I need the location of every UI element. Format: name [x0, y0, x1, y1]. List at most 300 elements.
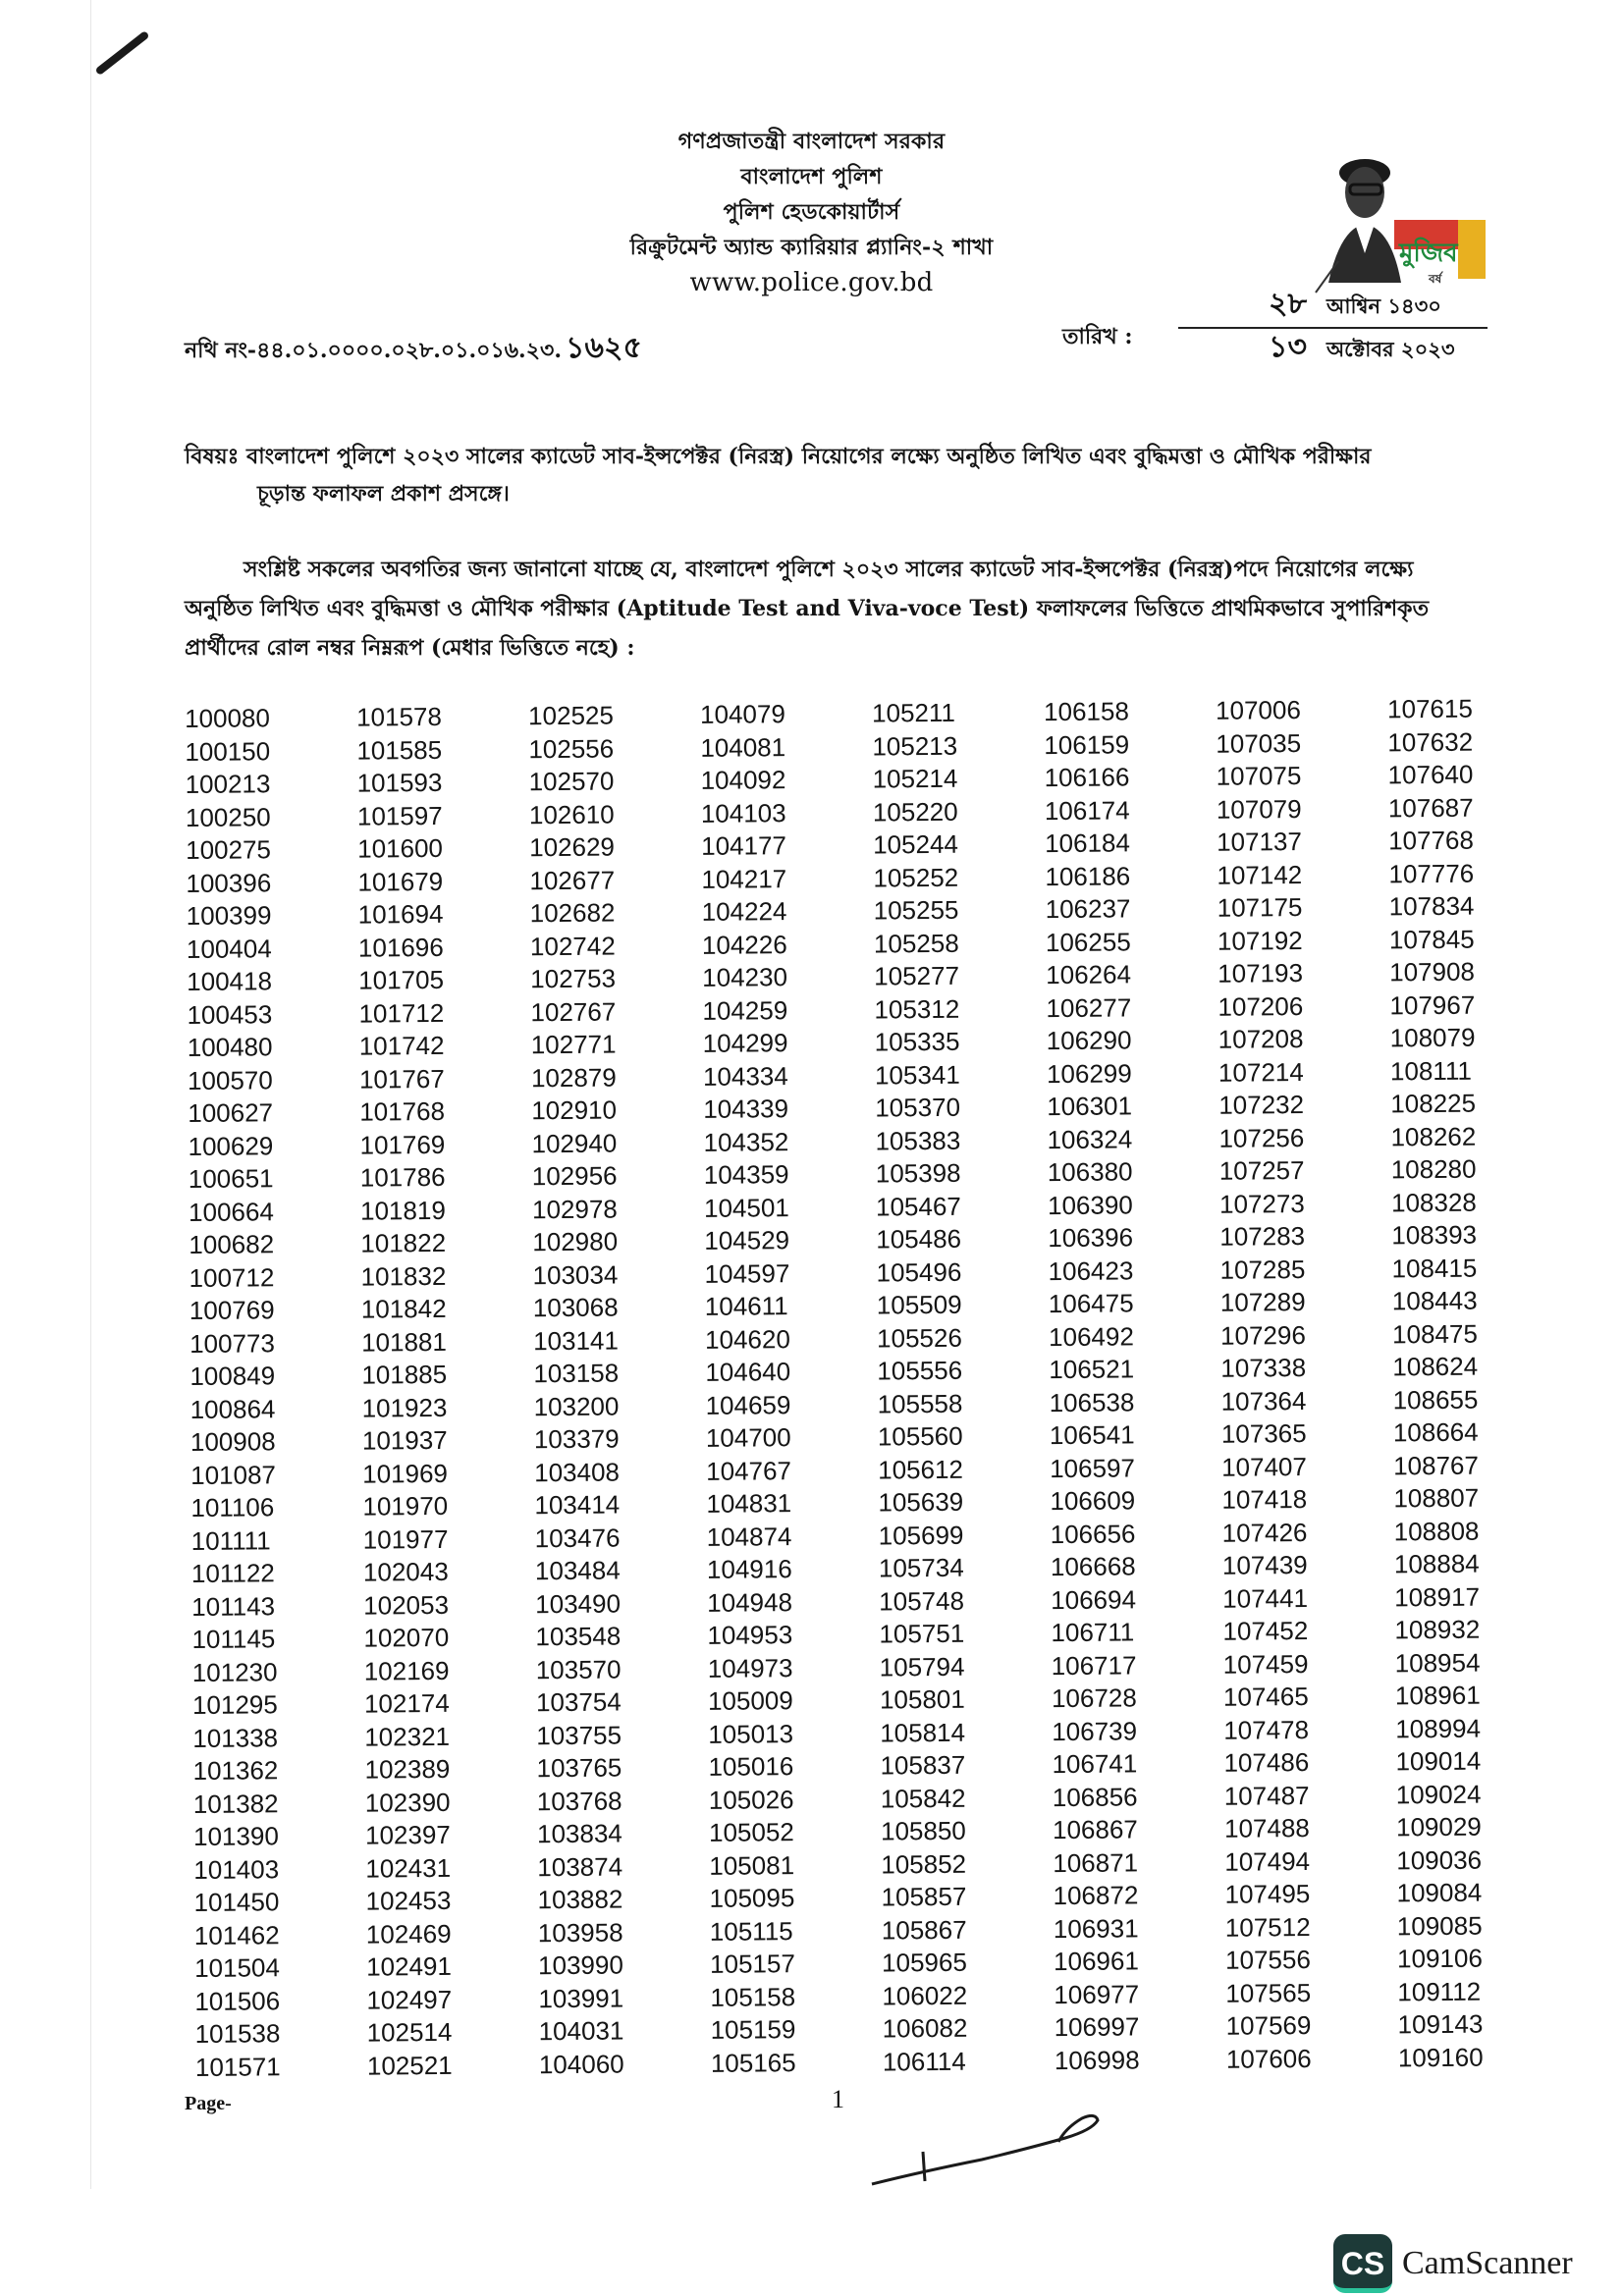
roll-number: 106277	[1046, 991, 1132, 1023]
roll-number: 102677	[529, 865, 616, 895]
date-divider	[1178, 327, 1488, 329]
roll-number: 103484	[534, 1555, 621, 1586]
roll-number: 105335	[874, 1026, 960, 1057]
roll-number: 105560	[877, 1420, 963, 1452]
roll-number: 103068	[532, 1292, 619, 1323]
subject-line-1: বিষয়ঃ বাংলাদেশ পুলিশে ২০২৩ সালের ক্যাডেট সাব-ইন্সপেক্টর (নিরস্ত্র) নিয়োগের লক্ষ্যে অনুষ্ঠিত লিখিত এবং বুদ্ধিমত্তা ও মৌখিক পরীক্ষার	[185, 444, 1372, 469]
roll-number: 106977	[1054, 1978, 1140, 2009]
roll-number: 101462	[193, 1919, 280, 1950]
roll-number: 108932	[1394, 1614, 1481, 1645]
roll-number: 104831	[706, 1488, 792, 1519]
roll-number: 101679	[357, 866, 444, 897]
roll-number: 106872	[1053, 1880, 1139, 1911]
english-day: ১৩	[1269, 333, 1307, 366]
roll-number: 105277	[874, 960, 960, 991]
roll-number: 106290	[1046, 1025, 1132, 1056]
roll-number: 106174	[1044, 794, 1130, 826]
roll-number: 106166	[1044, 762, 1130, 793]
roll-number: 108443	[1391, 1285, 1478, 1316]
roll-number: 106390	[1047, 1189, 1133, 1220]
roll-number: 105258	[873, 928, 959, 958]
roll-number: 104092	[700, 765, 786, 795]
roll-number: 106871	[1053, 1846, 1139, 1878]
roll-number: 107257	[1218, 1155, 1305, 1186]
roll-number: 107488	[1223, 1813, 1310, 1843]
roll-number: 107214	[1217, 1056, 1304, 1088]
roll-number: 101832	[360, 1260, 447, 1292]
roll-number: 102956	[531, 1160, 618, 1192]
roll-number: 100773	[189, 1327, 276, 1359]
roll-number: 101450	[193, 1887, 280, 1917]
roll-number: 102497	[366, 1984, 453, 2015]
roll-number: 106998	[1054, 2044, 1140, 2075]
roll-number: 108475	[1391, 1318, 1478, 1349]
roll-number: 107512	[1224, 1911, 1311, 1943]
roll-number: 100849	[189, 1361, 276, 1391]
roll-number: 101769	[359, 1129, 446, 1160]
date-block	[1178, 290, 1488, 366]
roll-number: 101822	[360, 1227, 447, 1258]
roll-number: 100480	[187, 1032, 273, 1062]
mujib-year-logo	[1311, 145, 1488, 302]
roll-number: 104299	[702, 1028, 788, 1058]
roll-number: 100908	[189, 1426, 276, 1457]
roll-number: 107834	[1388, 890, 1475, 922]
roll-number: 103755	[536, 1720, 622, 1750]
roll-number: 105052	[708, 1817, 794, 1847]
roll-number: 102610	[528, 799, 615, 829]
scan-edge	[90, 0, 91, 2189]
roll-number: 106264	[1046, 959, 1132, 990]
roll-number: 104953	[707, 1620, 793, 1650]
roll-number: 103958	[537, 1917, 623, 1948]
roll-number: 105794	[879, 1651, 965, 1682]
roll-number: 100213	[185, 769, 271, 799]
roll-number: 107632	[1387, 726, 1474, 757]
roll-number: 100570	[187, 1064, 273, 1095]
roll-number: 102491	[366, 1950, 452, 1982]
roll-number: 102389	[364, 1753, 451, 1785]
roll-number: 102767	[530, 996, 617, 1027]
roll-number: 100250	[185, 801, 271, 832]
body-line-3: প্রার্থীদের রোল নম্বর নিম্নরূপ (মেধার ভিত্তিতে নহে) :	[185, 635, 635, 661]
roll-number: 101977	[362, 1523, 449, 1555]
roll-number: 107452	[1222, 1616, 1309, 1646]
roll-number: 106597	[1050, 1452, 1136, 1483]
roll-number: 106324	[1047, 1123, 1133, 1154]
roll-number: 103570	[535, 1654, 622, 1684]
roll-number: 101694	[357, 898, 444, 930]
roll-number: 106158	[1043, 696, 1129, 727]
roll-number: 106739	[1052, 1715, 1138, 1746]
roll-number: 103414	[534, 1489, 621, 1521]
roll-number: 104177	[701, 830, 787, 861]
roll-number: 105496	[876, 1256, 962, 1287]
roll-number: 101338	[192, 1722, 279, 1753]
roll-number: 106022	[882, 1980, 968, 2010]
roll-number: 106396	[1048, 1222, 1134, 1254]
roll-number: 101145	[191, 1624, 276, 1654]
roll-number: 107845	[1388, 924, 1475, 954]
roll-number: 104620	[704, 1323, 790, 1355]
roll-number: 106728	[1051, 1682, 1137, 1714]
roll-number: 105867	[881, 1914, 967, 1945]
signature	[864, 2091, 1119, 2203]
roll-number: 100664	[188, 1196, 274, 1227]
page-number: 1	[832, 2085, 844, 2113]
english-date	[1178, 333, 1488, 366]
roll-number: 105558	[877, 1388, 963, 1418]
roll-number: 109106	[1396, 1943, 1483, 1974]
roll-number: 104081	[700, 731, 786, 763]
roll-number: 107296	[1219, 1319, 1306, 1351]
bangla-month-year: আশ্বিন ১৪৩০	[1325, 294, 1441, 318]
roll-number: 104501	[703, 1192, 789, 1223]
roll-number: 106159	[1044, 728, 1130, 760]
roll-number: 105252	[873, 862, 959, 892]
date-label: তারিখ :	[1062, 324, 1133, 349]
roll-number: 105211	[871, 697, 956, 728]
roll-number: 104640	[705, 1357, 791, 1387]
roll-number: 104359	[703, 1159, 789, 1190]
roll-number: 103834	[536, 1818, 622, 1849]
roll-number: 107206	[1217, 990, 1304, 1022]
roll-column	[185, 702, 281, 2084]
roll-number: 105220	[872, 796, 958, 827]
roll-number: 101122	[190, 1558, 275, 1588]
roll-number: 106931	[1053, 1912, 1139, 1944]
roll-number: 102070	[363, 1622, 450, 1653]
roll-number: 107283	[1219, 1221, 1306, 1252]
camscanner-watermark	[1333, 2234, 1573, 2293]
roll-number: 105214	[872, 763, 958, 794]
roll-number: 103991	[538, 1983, 624, 2013]
roll-number: 104948	[707, 1586, 793, 1618]
roll-number: 105612	[878, 1454, 964, 1484]
roll-number: 100396	[186, 867, 272, 898]
roll-number: 104611	[704, 1291, 788, 1321]
roll-number: 107441	[1222, 1582, 1309, 1614]
roll-number: 107556	[1224, 1945, 1311, 1975]
branch-title: রিক্রুটমেন্ট অ্যান্ড ক্যারিয়ার প্ল্যানিং-২ শাখা	[629, 235, 994, 260]
roll-number: 104103	[700, 797, 786, 828]
roll-number: 101143	[191, 1590, 276, 1622]
roll-number: 108994	[1395, 1713, 1482, 1743]
roll-number: 107465	[1222, 1682, 1309, 1712]
roll-number: 100682	[189, 1229, 275, 1259]
roll-number: 107615	[1386, 693, 1473, 724]
roll-number: 105965	[881, 1947, 967, 1978]
roll-number: 102525	[527, 700, 614, 731]
roll-number: 104529	[704, 1225, 790, 1255]
roll-number: 107338	[1220, 1353, 1307, 1383]
roll-number: 103158	[533, 1358, 620, 1389]
roll-number: 100712	[189, 1261, 275, 1293]
memo-label: নথি নং-৪৪.০১.০০০০.০২৮.০১.০১৬.২৩.	[185, 338, 562, 363]
roll-column	[1044, 695, 1140, 2077]
roll-number: 100404	[186, 933, 272, 964]
roll-number: 105801	[879, 1683, 965, 1715]
roll-number: 104700	[705, 1422, 791, 1453]
camscanner-icon: CS	[1333, 2234, 1392, 2293]
roll-number: 108624	[1392, 1351, 1479, 1382]
roll-number: 102910	[531, 1095, 618, 1126]
roll-number: 101885	[361, 1359, 448, 1390]
roll-number: 106301	[1047, 1091, 1133, 1122]
roll-number: 103200	[533, 1391, 620, 1421]
roll-number: 101819	[359, 1195, 446, 1226]
roll-number: 104224	[701, 896, 787, 927]
roll-number: 106694	[1051, 1583, 1137, 1615]
roll-number: 107193	[1217, 958, 1304, 988]
roll-number: 104079	[699, 699, 785, 729]
roll-number: 108111	[1389, 1055, 1473, 1086]
bangla-day: ২৮	[1269, 290, 1307, 323]
body-line-2: অনুষ্ঠিত লিখিত এবং বুদ্ধিমত্তা ও মৌখিক পরীক্ষার (Aptitude Test and Viva-voce Test) ফলাফলের ভিত্তিতে প্রাথমিকভাবে সুপারিশকৃত	[185, 596, 1430, 621]
roll-number: 100399	[186, 900, 272, 931]
roll-number: 101970	[362, 1490, 449, 1522]
roll-number: 107273	[1218, 1188, 1305, 1219]
roll-number: 108393	[1391, 1219, 1478, 1251]
roll-number: 106114	[882, 2046, 966, 2076]
roll-number: 107687	[1387, 792, 1474, 823]
roll-number: 100080	[185, 703, 271, 733]
roll-number: 101295	[191, 1689, 278, 1720]
svg-text:মুজিব: মুজিব	[1399, 239, 1458, 268]
roll-number: 107640	[1387, 759, 1474, 790]
roll-number: 107232	[1218, 1090, 1305, 1120]
roll-number: 106380	[1047, 1156, 1133, 1188]
roll-number: 101696	[357, 932, 444, 963]
government-title: গণপ্রজাতন্ত্রী বাংলাদেশ সরকার	[677, 129, 946, 154]
roll-number: 105751	[879, 1618, 965, 1649]
website-link[interactable]: www.police.gov.bd	[689, 268, 934, 297]
roll-number: 109085	[1396, 1910, 1483, 1941]
roll-number: 107256	[1218, 1122, 1305, 1153]
roll-number: 105255	[873, 894, 959, 926]
roll-number: 107486	[1223, 1747, 1310, 1778]
roll-number: 101571	[194, 2051, 281, 2082]
roll-number: 109014	[1395, 1745, 1482, 1777]
roll-number: 107459	[1222, 1648, 1309, 1680]
roll-number: 108917	[1394, 1581, 1481, 1612]
roll-number: 107285	[1219, 1254, 1306, 1285]
roll-number: 106541	[1049, 1419, 1135, 1451]
roll-number: 109143	[1397, 2008, 1484, 2040]
notice-body	[185, 550, 1500, 667]
roll-number: 102978	[531, 1194, 618, 1224]
roll-number: 101786	[359, 1161, 446, 1193]
roll-number: 103765	[536, 1752, 622, 1784]
roll-number: 109036	[1396, 1844, 1483, 1875]
roll-number: 104259	[702, 994, 788, 1026]
roll-number: 101538	[194, 2018, 281, 2049]
roll-number: 105467	[875, 1191, 961, 1221]
roll-number: 106997	[1054, 2011, 1140, 2043]
roll-number: 105115	[709, 1915, 793, 1947]
roll-number: 101600	[357, 832, 444, 864]
roll-number: 105526	[876, 1322, 962, 1353]
roll-number: 101593	[356, 767, 443, 798]
roll-number: 102879	[530, 1062, 617, 1093]
roll-number: 102431	[365, 1852, 452, 1884]
roll-column	[1387, 693, 1484, 2075]
roll-number: 107494	[1224, 1845, 1311, 1877]
roll-number: 103141	[532, 1325, 619, 1356]
roll-number: 107565	[1225, 1977, 1312, 2008]
roll-number: 104230	[702, 962, 788, 992]
roll-number: 108328	[1390, 1187, 1477, 1217]
roll-number: 102521	[366, 2050, 453, 2081]
roll-number: 107487	[1223, 1780, 1310, 1811]
roll-number: 106538	[1049, 1386, 1135, 1417]
roll-number: 102771	[530, 1029, 617, 1060]
roll-number: 104217	[701, 863, 787, 894]
roll-number: 105341	[874, 1059, 960, 1090]
roll-number: 107364	[1220, 1385, 1307, 1416]
roll-number: 105016	[708, 1751, 794, 1782]
roll-number: 104916	[706, 1554, 792, 1584]
roll-number: 101969	[362, 1458, 449, 1489]
roll-number: 106741	[1052, 1748, 1138, 1780]
roll-number: 105842	[880, 1783, 966, 1813]
roll-number: 101111	[190, 1524, 271, 1556]
roll-number: 100629	[188, 1130, 274, 1161]
roll-number: 101767	[358, 1063, 445, 1095]
roll-number: 102514	[366, 2016, 453, 2048]
roll-number: 104226	[701, 929, 787, 960]
roll-number: 106867	[1052, 1814, 1138, 1845]
roll-number: 101742	[358, 1030, 445, 1061]
subject-line-2: চূড়ান্ত ফলাফল প্রকাশ প্রসঙ্গে।	[257, 481, 510, 507]
roll-number: 101768	[359, 1095, 446, 1127]
roll-number: 107418	[1221, 1484, 1308, 1515]
roll-number: 107006	[1215, 695, 1301, 725]
roll-number: 101230	[191, 1656, 278, 1687]
roll-number: 103490	[535, 1588, 622, 1619]
roll-number: 108664	[1392, 1416, 1479, 1448]
roll-column	[1216, 694, 1312, 2076]
roll-number: 100651	[188, 1163, 274, 1194]
pen-mark	[94, 30, 149, 76]
roll-number: 107439	[1221, 1550, 1308, 1580]
roll-number: 105850	[880, 1815, 966, 1846]
roll-number: 105748	[879, 1585, 965, 1616]
roll-number: 109112	[1397, 1976, 1482, 2006]
roll-number: 107079	[1216, 793, 1302, 825]
roll-number: 107137	[1217, 827, 1303, 857]
roll-number: 102570	[528, 766, 615, 797]
roll-number: 103874	[537, 1851, 623, 1882]
roll-number: 105814	[880, 1717, 966, 1747]
roll-number: 109084	[1396, 1877, 1483, 1908]
roll-number: 105081	[709, 1849, 795, 1881]
roll-number: 107289	[1219, 1287, 1306, 1317]
roll-number: 105013	[708, 1718, 794, 1749]
roll-number: 103882	[537, 1884, 623, 1915]
roll-number: 102043	[362, 1556, 449, 1587]
roll-number: 106711	[1051, 1617, 1135, 1648]
roll-number: 105734	[878, 1552, 964, 1583]
roll-number: 105158	[710, 1981, 796, 2012]
roll-number: 106423	[1048, 1255, 1134, 1286]
roll-number: 102453	[365, 1885, 452, 1916]
roll-number: 101382	[192, 1788, 279, 1819]
roll-number: 101923	[361, 1392, 448, 1423]
roll-number: 103990	[537, 1949, 623, 1981]
roll-number: 107478	[1223, 1714, 1310, 1745]
roll-number: 107407	[1221, 1451, 1308, 1482]
roll-number: 102629	[529, 831, 616, 863]
roll-number: 100418	[187, 966, 273, 996]
roll-number: 109029	[1395, 1811, 1482, 1842]
roll-number: 106521	[1049, 1354, 1135, 1385]
roll-number: 107035	[1216, 727, 1302, 759]
subject	[185, 438, 1500, 512]
roll-number: 108262	[1390, 1121, 1477, 1151]
roll-number: 106492	[1048, 1320, 1134, 1352]
roll-number: 108225	[1390, 1088, 1477, 1119]
roll-number: 103034	[532, 1259, 619, 1290]
roll-number: 108415	[1391, 1253, 1478, 1283]
roll-number: 104659	[705, 1389, 791, 1420]
roll-number: 101842	[360, 1293, 447, 1324]
roll-number: 108807	[1393, 1482, 1480, 1514]
roll-number: 103548	[535, 1621, 622, 1652]
roll-number: 101578	[356, 701, 443, 732]
camscanner-text: CamScanner	[1402, 2245, 1573, 2281]
roll-number: 101106	[190, 1492, 275, 1522]
roll-number: 105159	[710, 2014, 796, 2045]
roll-number: 106082	[882, 2012, 968, 2044]
roll-column	[700, 698, 796, 2080]
roll-number: 102753	[530, 963, 617, 994]
roll-number: 106961	[1053, 1946, 1139, 1977]
roll-number: 100769	[189, 1295, 275, 1325]
roll-number: 104874	[706, 1521, 792, 1552]
roll-number: 104352	[703, 1126, 789, 1157]
roll-number: 107908	[1389, 956, 1476, 988]
roll-number: 105486	[876, 1223, 962, 1255]
roll-number: 108280	[1390, 1153, 1477, 1185]
english-month-year: অক্টোবর ২০২৩	[1325, 337, 1455, 361]
roll-number: 106856	[1052, 1781, 1138, 1812]
roll-number: 108079	[1389, 1022, 1476, 1053]
roll-number: 106255	[1045, 926, 1131, 957]
roll-number: 104597	[704, 1257, 790, 1289]
roll-number: 105370	[875, 1092, 961, 1123]
roll-number: 102390	[364, 1787, 451, 1818]
roll-number: 102469	[365, 1918, 452, 1949]
roll-number: 106656	[1050, 1518, 1136, 1549]
roll-number: 101881	[361, 1326, 448, 1358]
roll-number: 105837	[880, 1749, 966, 1781]
roll-number: 101390	[192, 1821, 279, 1851]
roll-number: 105244	[873, 828, 959, 860]
roll-number: 106609	[1050, 1485, 1136, 1517]
roll-number: 107175	[1217, 892, 1303, 923]
roll-number: 108808	[1393, 1516, 1480, 1546]
roll-number: 106299	[1046, 1057, 1132, 1089]
roll-number: 105556	[877, 1355, 963, 1386]
roll-number: 102053	[363, 1589, 450, 1621]
roll-number: 107192	[1217, 925, 1303, 956]
roll-number: 102742	[529, 931, 616, 961]
memo-number	[185, 324, 642, 374]
roll-number: 105157	[709, 1949, 795, 1979]
roll-number: 101712	[358, 997, 445, 1029]
roll-number: 106184	[1045, 828, 1131, 859]
